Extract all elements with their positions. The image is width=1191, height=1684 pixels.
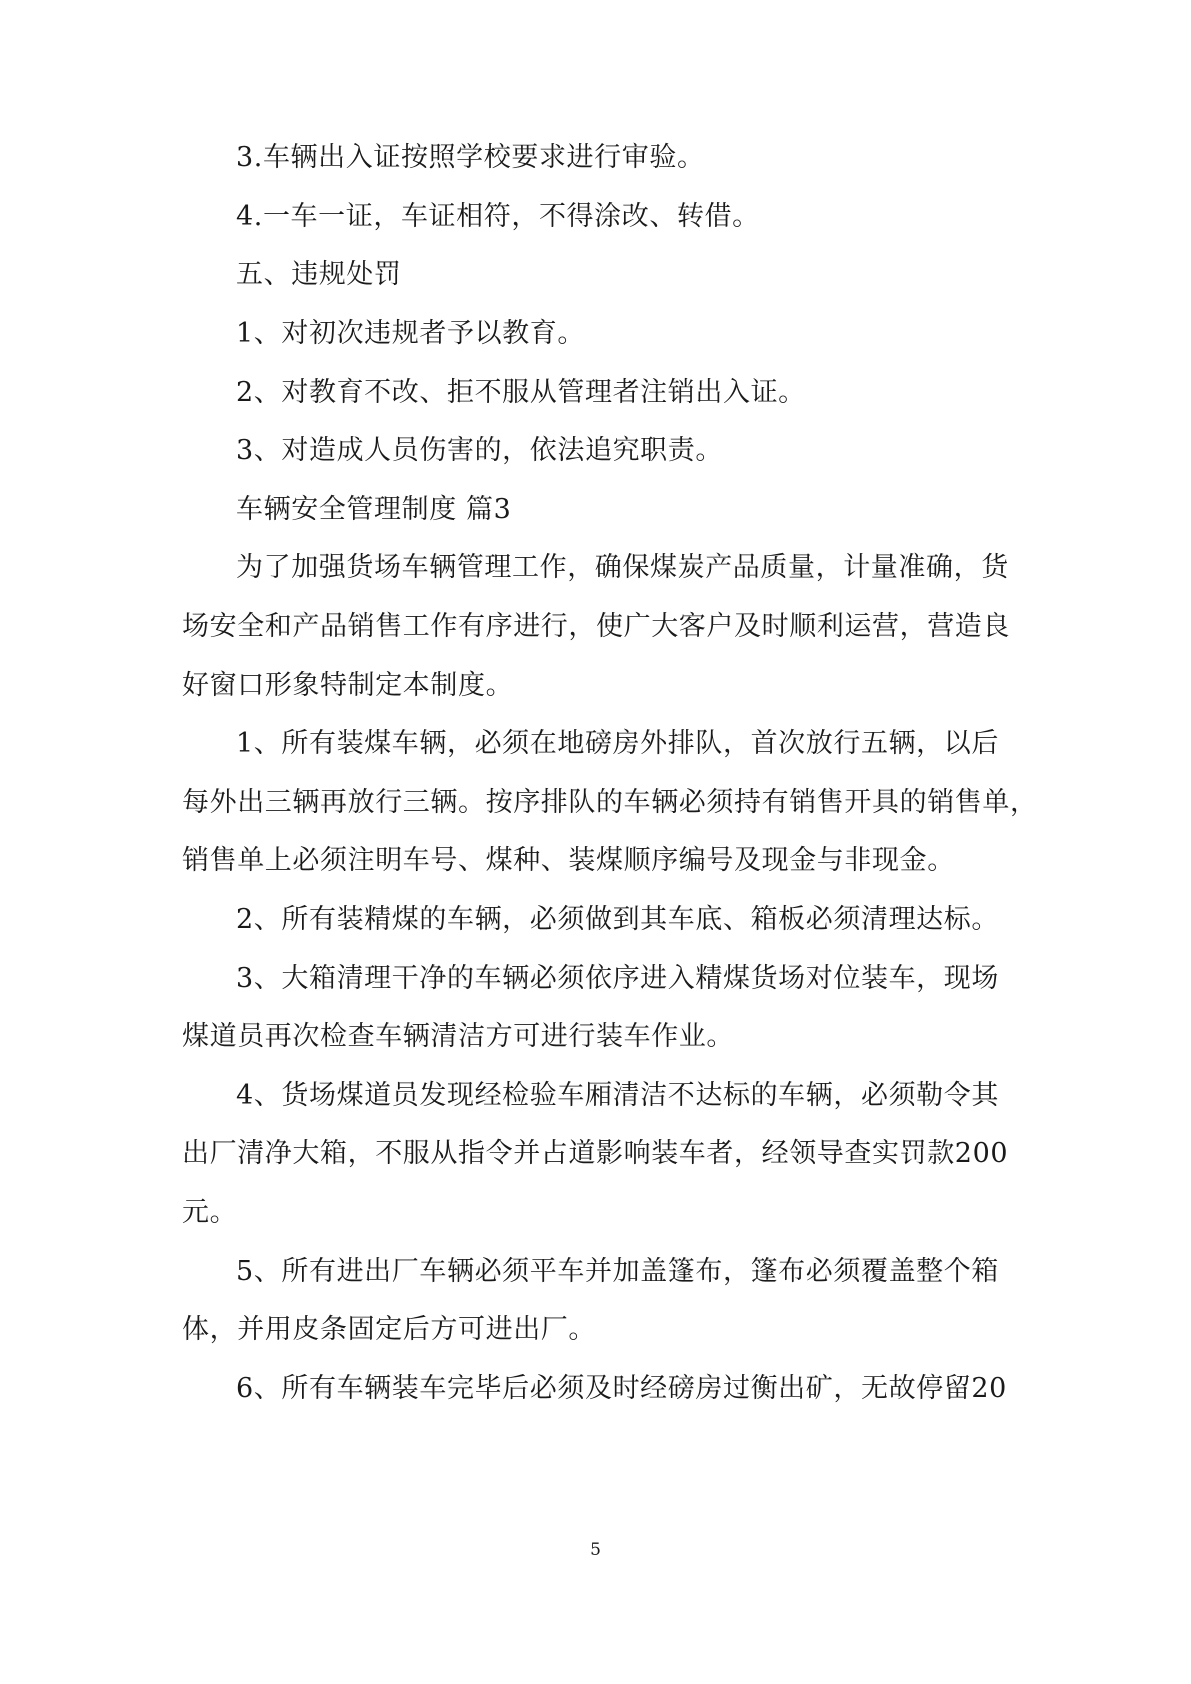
text-line: 4.一车一证，车证相符，不得涂改、转借。	[236, 201, 760, 232]
text-line: 1、所有装煤车辆，必须在地磅房外排队，首次放行五辆，以后	[236, 728, 999, 759]
text-line: 2、所有装精煤的车辆，必须做到其车底、箱板必须清理达标。	[236, 904, 999, 935]
text-line: 4、货场煤道员发现经检验车厢清洁不达标的车辆，必须勒令其	[236, 1080, 999, 1111]
text-line: 为了加强货场车辆管理工作，确保煤炭产品质量，计量准确，货	[236, 552, 1009, 583]
text-line: 6、所有车辆装车完毕后必须及时经磅房过衡出矿，无故停留20	[236, 1373, 1007, 1404]
text-line: 体，并用皮条固定后方可进出厂。	[182, 1314, 596, 1345]
section-heading: 五、违规处罚	[236, 259, 402, 290]
text-line: 煤道员再次检查车辆清洁方可进行装车作业。	[182, 1021, 734, 1052]
text-line: 3、大箱清理干净的车辆必须依序进入精煤货场对位装车，现场	[236, 963, 999, 994]
text-line: 出厂清净大箱，不服从指令并占道影响装车者，经领导查实罚款200	[182, 1138, 1009, 1169]
text-line: 销售单上必须注明车号、煤种、装煤顺序编号及现金与非现金。	[182, 845, 955, 876]
text-line: 2、对教育不改、拒不服从管理者注销出入证。	[236, 377, 806, 408]
section-title: 车辆安全管理制度 篇3	[236, 494, 512, 525]
text-line: 好窗口形象特制定本制度。	[182, 670, 514, 701]
text-line: 5、所有进出厂车辆必须平车并加盖篷布，篷布必须覆盖整个箱	[236, 1256, 999, 1287]
text-line: 场安全和产品销售工作有序进行，使广大客户及时顺利运营，营造良	[182, 611, 1010, 642]
text-line: 每外出三辆再放行三辆。按序排队的车辆必须持有销售开具的销售单，	[182, 787, 1038, 818]
text-line: 元。	[182, 1197, 238, 1228]
text-line: 1、对初次违规者予以教育。	[236, 318, 585, 349]
text-line: 3.车辆出入证按照学校要求进行审验。	[236, 142, 705, 173]
text-line: 3、对造成人员伤害的，依法追究职责。	[236, 435, 723, 466]
page-number: 5	[590, 1540, 601, 1560]
